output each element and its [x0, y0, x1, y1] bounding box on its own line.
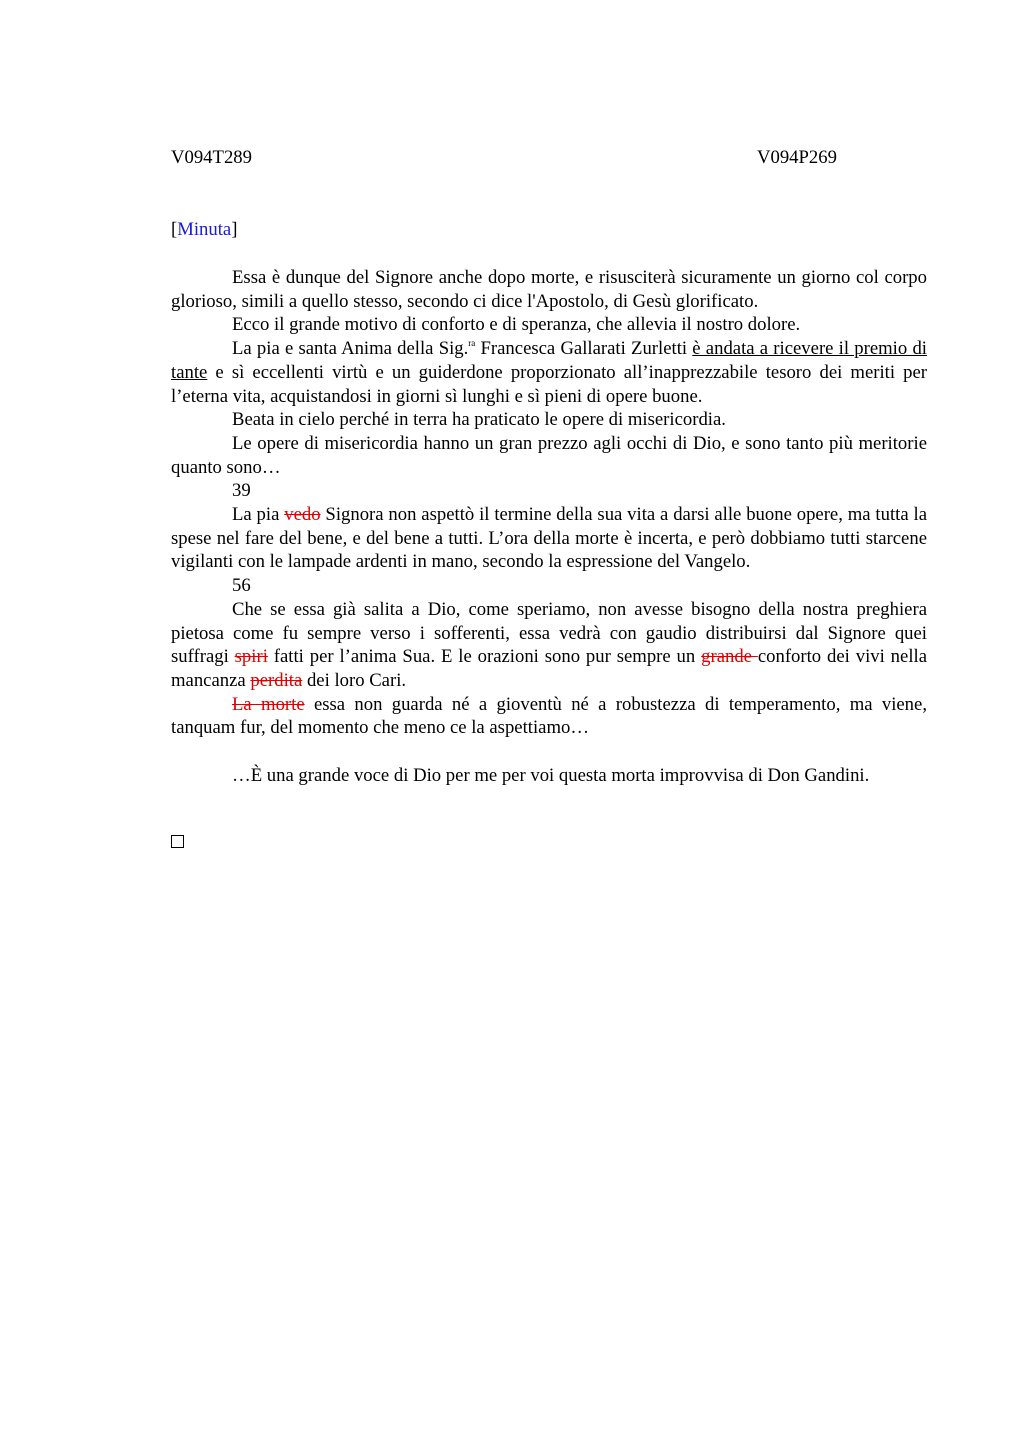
deleted-phrase-la-morte: La morte [232, 693, 305, 715]
document-code-left: V094T289 [171, 147, 252, 168]
paragraph-7-text-d: dei loro Cari. [302, 669, 407, 691]
paragraph-3-text-c: e sì eccellenti virtù e un guiderdone proporzionato all’inapprezzabile tesoro dei meriti per l’eterna vita, acquistandosi in giorni sì lunghi e sì pieni di opere buone. [171, 361, 927, 407]
paragraph-6-text-a: La pia [232, 504, 285, 526]
paragraph-3-text-b: Francesca Gallarati Zurletti [475, 338, 693, 360]
minuta-link[interactable]: Minuta [177, 219, 232, 240]
deleted-word-vedo: vedo [284, 504, 321, 526]
paragraph-7 [171, 598, 927, 693]
paragraph-gap [171, 740, 927, 764]
paragraph-2: Ecco il grande motivo di conforto e di speranza, che allevia il nostro dolore. [232, 314, 801, 336]
paragraph-8 [171, 693, 927, 740]
paragraph-8-text-a: essa non guarda né a gioventù né a robustezza di temperamento, ma viene, tanquam fur, del momento che meno ce la aspettiamo… [171, 693, 927, 739]
checkbox[interactable] [171, 835, 184, 848]
paragraph-9: …È una grande voce di Dio per me per voi questa morta improvvisa di Don Gandini. [232, 764, 870, 786]
paragraph-7-text-b: fatti per l’anima Sua. E le orazioni sono pur sempre un [267, 646, 702, 668]
superscript-ra: ra [468, 338, 476, 349]
close-bracket: ] [231, 219, 238, 240]
open-bracket: [ [171, 219, 178, 240]
underlined-text: è andata a ricevere il premio di tante [171, 338, 927, 383]
paragraph-3 [171, 337, 927, 408]
deleted-word-grande: grande [701, 646, 758, 668]
paragraph-7-text-c: conforto dei vivi nella mancanza [171, 646, 927, 691]
paragraph-6-text-b: Signora non aspettò il termine della sua vita a darsi alle buone opere, ma tutta la spese nel fare del bene, e del bene a tutti. L’ora della morte è incerta, e però dobbiamo tutti starcene vigilanti con le lampade ardenti in mano, secondo la espressione del Vangelo. [171, 504, 927, 573]
paragraph-6 [171, 503, 927, 574]
document-page [171, 146, 927, 848]
document-body [171, 266, 927, 787]
paragraph-1: Essa è dunque del Signore anche dopo morte, e risusciterà sicuramente un giorno col corpo glorioso, simili a quello stesso, secondo ci dice l'Apostolo, di Gesù glorificato. [171, 267, 927, 312]
page-number-39: 39 [232, 480, 251, 502]
document-code-right: V094P269 [757, 147, 837, 168]
header [171, 146, 927, 170]
deleted-word-spiri: spiri [234, 646, 268, 668]
paragraph-5: Le opere di misericordia hanno un gran prezzo agli occhi di Dio, e sono tanto più meritorie quanto sono… [171, 432, 927, 478]
paragraph-7-text-a: Che se essa già salita a Dio, come speriamo, non avesse bisogno della nostra preghiera pietosa come fu sempre verso i sofferenti, essa vedrà con gaudio distribuirsi dal Signore quei suffragi [171, 598, 927, 668]
paragraph-4: Beata in cielo perché in terra ha praticato le opere di misericordia. [232, 409, 726, 431]
page-number-56: 56 [232, 575, 251, 597]
section-label [171, 218, 927, 242]
deleted-word-perdita: perdita [250, 669, 303, 691]
paragraph-3-text-a: La pia e santa Anima della Sig. [232, 338, 469, 360]
